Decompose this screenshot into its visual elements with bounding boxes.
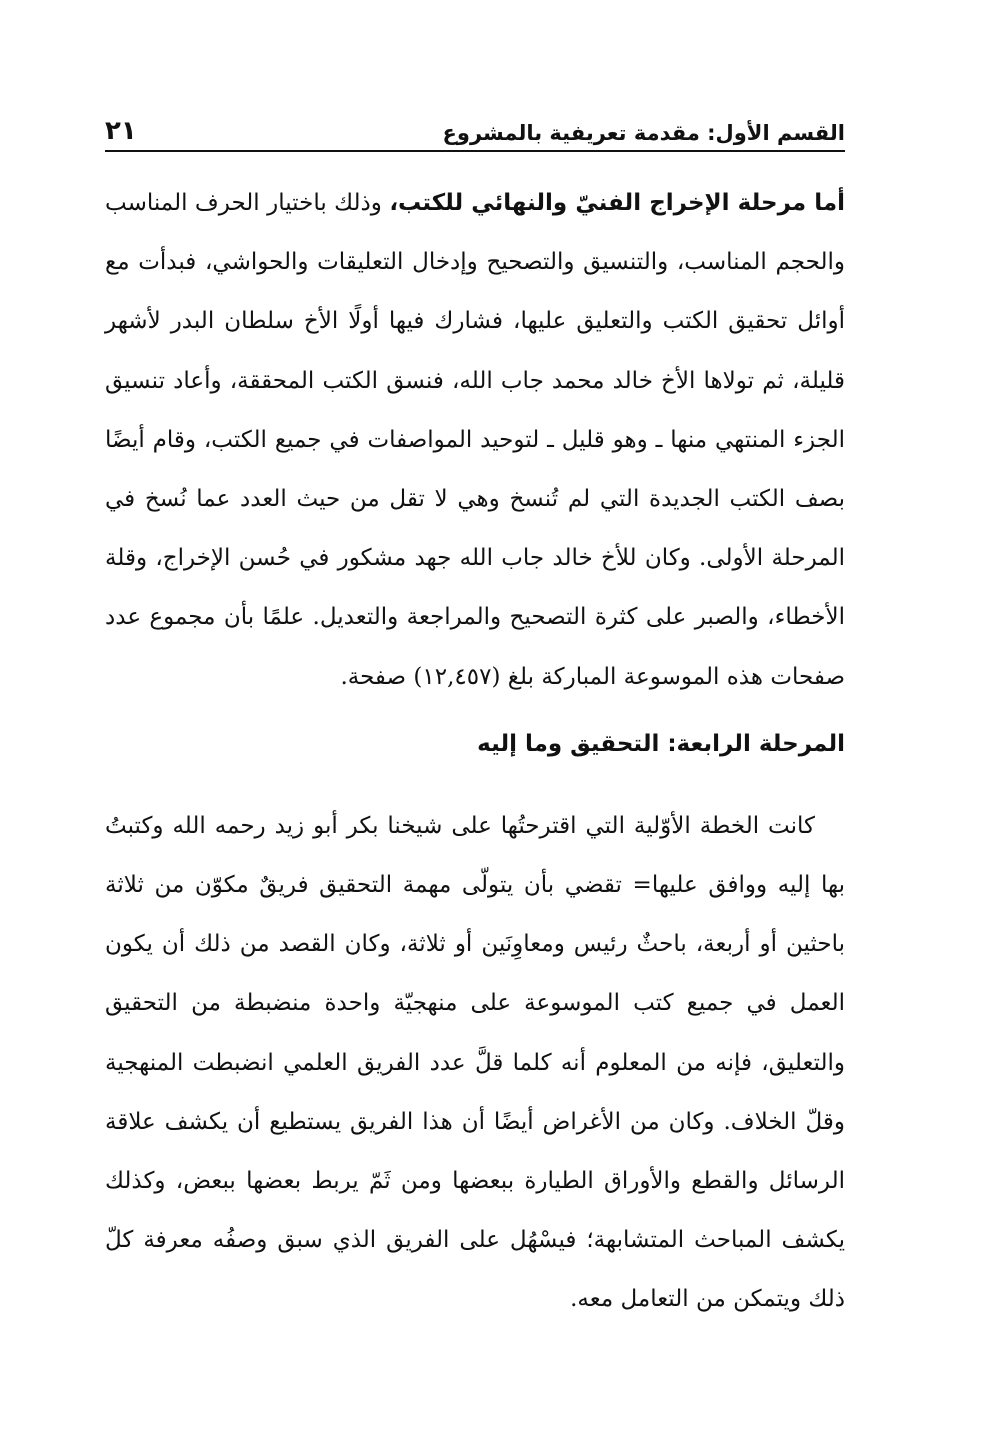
running-header [105, 100, 845, 152]
body-paragraph-final-production [105, 174, 845, 707]
page-number: ٢١ [105, 116, 137, 146]
running-title: القسم الأول: مقدمة تعريفية بالمشروع [442, 121, 845, 145]
book-page [105, 100, 845, 1350]
section-heading: المرحلة الرابعة: التحقيق وما إليه [477, 730, 845, 757]
paragraph-text: وذلك باختيار الحرف المناسب والحجم المناسب، والتنسيق والتصحيح وإدخال التعليقات والحواشي، فبدأت مع أوائل تحقيق الكتب والتعليق عليها، فشارك فيها أولًا الأخ سلطان البدر لأشهر قليلة، ثم تولاها الأخ خالد محمد جاب الله، فنسق الكتب المحققة، وأعاد تنسيق الجزء المنتهي منها ـ وهو قليل ـ لتوحيد المواصفات في جميع الكتب، وقام أيضًا بصف الكتب الجديدة التي لم تُنسخ وهي لا تقل من حيث العدد عما نُسخ في المرحلة الأولى. وكان للأخ خالد جاب الله جهد مشكور في حُسن الإخراج، وقلة الأخطاء، والصبر على كثرة التصحيح والمراجعة والتعديل. علمًا بأن مجموع عدد صفحات هذه الموسوعة المباركة بلغ (١٢,٤٥٧) صفحة. [105, 190, 845, 690]
paragraph-lead-bold: أما مرحلة الإخراج الفنيّ والنهائي للكتب، [389, 190, 845, 216]
body-paragraph-verification: كانت الخطة الأوّلية التي اقترحتُها على شيخنا بكر أبو زيد رحمه الله وكتبتُ بها إليه ووافق عليها= تقضي بأن يتولّى مهمة التحقيق فريقٌ مكوّن من ثلاثة باحثين أو أربعة، باحثٌ رئيس ومعاوِنَين أو ثلاثة، وكان القصد من ذلك أن يكون العمل في جميع كتب الموسوعة على منهجيّة واحدة منضبطة من التحقيق والتعليق، فإنه من المعلوم أنه كلما قلَّ عدد الفريق العلمي انضبطت المنهجية وقلّ الخلاف. وكان من الأغراض أيضًا أن هذا الفريق يستطيع أن يكشف علاقة الرسائل والقطع والأوراق الطيارة ببعضها ومن ثَمّ يربط بعضها ببعض، وكذلك يكشف المباحث المتشابهة؛ فيسْهُل على الفريق الذي سبق وصفُه معرفة كلّ ذلك ويتمكن من التعامل معه. [105, 812, 845, 1313]
